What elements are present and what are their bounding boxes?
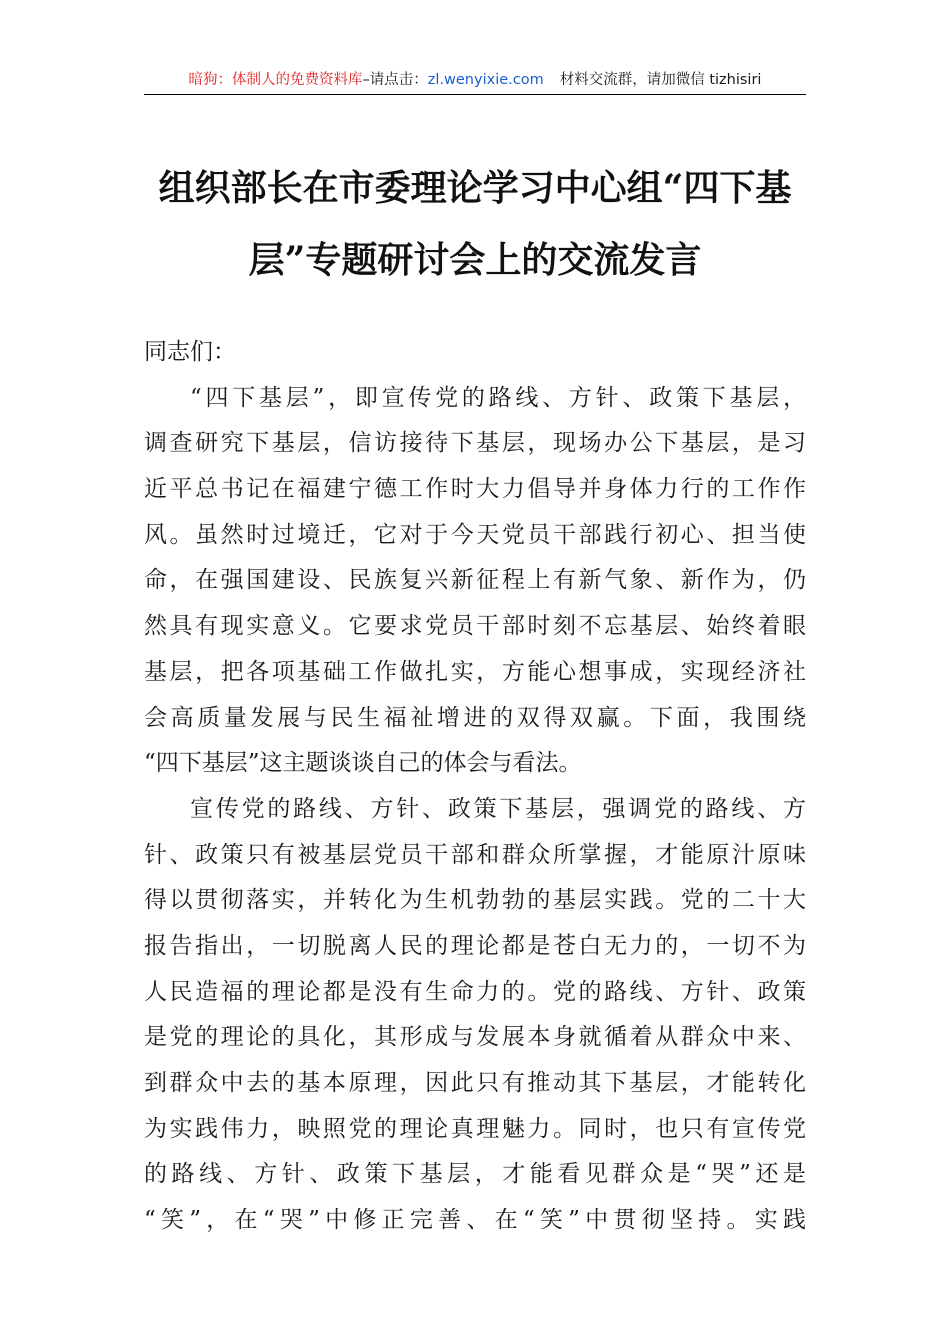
header-prompt: –请点击： bbox=[362, 72, 428, 88]
paragraph-line: 基层，把各项基础工作做扎实，方能心想事成，实现经济社 bbox=[144, 658, 806, 685]
paragraph-line: 针、政策只有被基层党员干部和群众所掌握，才能原汁原味 bbox=[144, 841, 806, 868]
paragraph-line: 为实践伟力，映照党的理论真理魅力。同时，也只有宣传党 bbox=[144, 1115, 806, 1142]
paragraph-line: 近平总书记在福建宁德工作时大力倡导并身体力行的工作作 bbox=[144, 476, 806, 503]
document-body bbox=[144, 330, 806, 1244]
document-title bbox=[120, 152, 830, 296]
paragraph-line: 到群众中去的基本原理，因此只有推动其下基层，才能转化 bbox=[144, 1070, 806, 1096]
watermark-header bbox=[144, 66, 806, 95]
paragraph-1 bbox=[144, 376, 806, 787]
paragraph-line: 报告指出，一切脱离人民的理论都是苍白无力的，一切不为 bbox=[144, 932, 806, 959]
paragraph-line: 会高质量发展与民生福祉增进的双得双赢。下面，我围绕 bbox=[144, 704, 806, 731]
paragraph-line: 是党的理论的具化，其形成与发展本身就循着从群众中来、 bbox=[144, 1024, 806, 1051]
header-url-link[interactable]: zl.wenyixie.com bbox=[427, 72, 544, 88]
paragraph-line: “四下基层”这主题谈谈自己的体会与看法。 bbox=[144, 750, 582, 777]
paragraph-line: 然具有现实意义。它要求党员干部时刻不忘基层、始终着眼 bbox=[144, 613, 806, 640]
header-contact: 材料交流群，请加微信 tizhisiri bbox=[559, 72, 762, 88]
paragraph-line: “四下基层”，即宣传党的路线、方针、政策下基层， bbox=[190, 384, 806, 411]
paragraph-line: 宣传党的路线、方针、政策下基层，强调党的路线、方 bbox=[190, 795, 806, 822]
paragraph-line: 得以贯彻落实，并转化为生机勃勃的基层实践。党的二十大 bbox=[144, 887, 806, 914]
paragraph-2 bbox=[144, 787, 806, 1244]
header-source: 暗狗：体制人的免费资料库 bbox=[188, 72, 363, 88]
paragraph-line: 的路线、方针、政策下基层，才能看见群众是“哭”还是 bbox=[144, 1161, 806, 1188]
paragraph-line: 命，在强国建设、民族复兴新征程上有新气象、新作为，仍 bbox=[144, 567, 806, 594]
paragraph-line: 调查研究下基层，信访接待下基层，现场办公下基层，是习 bbox=[144, 430, 806, 457]
title-line-1: 组织部长在市委理论学习中心组“四下基 bbox=[158, 167, 792, 209]
title-line-2: 层”专题研讨会上的交流发言 bbox=[248, 239, 702, 281]
paragraph-line: 人民造福的理论都是没有生命力的。党的路线、方针、政策 bbox=[144, 978, 806, 1005]
paragraph-line: 风。虽然时过境迁，它对于今天党员干部践行初心、担当使 bbox=[144, 521, 806, 548]
salutation: 同志们： bbox=[144, 339, 236, 365]
paragraph-line: “笑”，在“哭”中修正完善、在“笑”中贯彻坚持。实践 bbox=[144, 1207, 806, 1234]
